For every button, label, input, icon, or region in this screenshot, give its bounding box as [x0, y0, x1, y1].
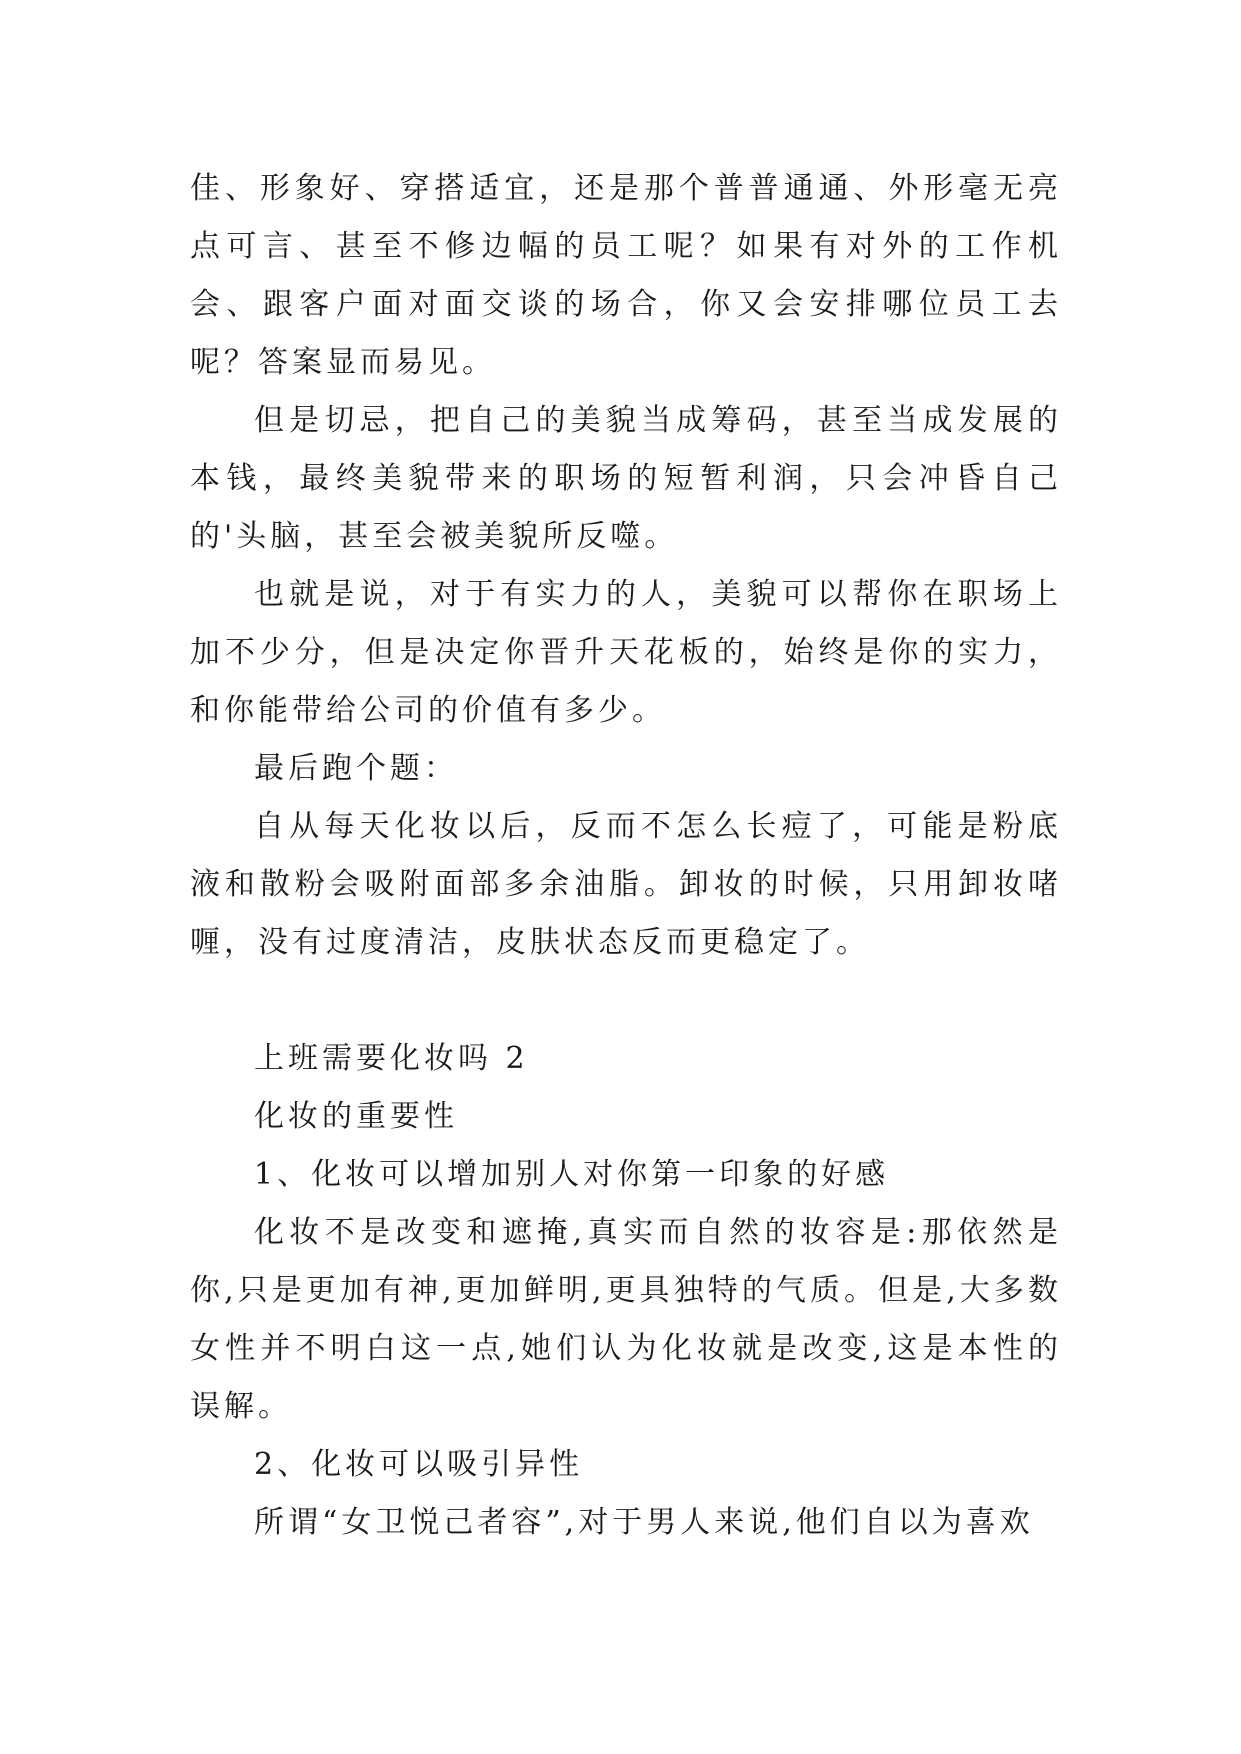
paragraph-aside-heading: 最后跑个题： — [254, 751, 458, 786]
section-subtitle: 化妆的重要性 — [254, 1099, 458, 1134]
section-title: 上班需要化妆吗 2 — [254, 1041, 529, 1076]
point-1-body: 化妆不是改变和遮掩,真实而自然的妆容是:那依然是你,只是更加有神,更加鲜明,更具独特的气质。但是,大多数女性并不明白这一点,她们认为化妆就是改变,这是本性的误解。 — [190, 1215, 1062, 1424]
paragraph-caution: 但是切忌，把自己的美貌当成筹码，甚至当成发展的本钱，最终美貌带来的职场的短暂利润，只会冲昏自己的'头脑，甚至会被美貌所反噬。 — [190, 403, 1062, 554]
paragraph-continuation: 佳、形象好、穿搭适宜，还是那个普普通通、外形毫无亮点可言、甚至不修边幅的员工呢？如果有对外的工作机会、跟客户面对面交谈的场合，你又会安排哪位员工去呢？答案显而易见。 — [190, 171, 1062, 380]
section-spacer — [190, 972, 1062, 1030]
point-1-heading: 1、化妆可以增加别人对你第一印象的好感 — [254, 1157, 890, 1192]
document-body — [190, 160, 1062, 1552]
paragraph-aside: 自从每天化妆以后，反而不怎么长痘了，可能是粉底液和散粉会吸附面部多余油脂。卸妆的时候，只用卸妆啫喱，没有过度清洁，皮肤状态反而更稳定了。 — [190, 809, 1062, 960]
paragraph-strength: 也就是说，对于有实力的人，美貌可以帮你在职场上加不少分，但是决定你晋升天花板的，始终是你的实力，和你能带给公司的价值有多少。 — [190, 577, 1062, 728]
point-2-heading: 2、化妆可以吸引异性 — [254, 1447, 584, 1482]
point-2-body: 所谓“女卫悦己者容”,对于男人来说,他们自以为喜欢 — [254, 1505, 1034, 1540]
